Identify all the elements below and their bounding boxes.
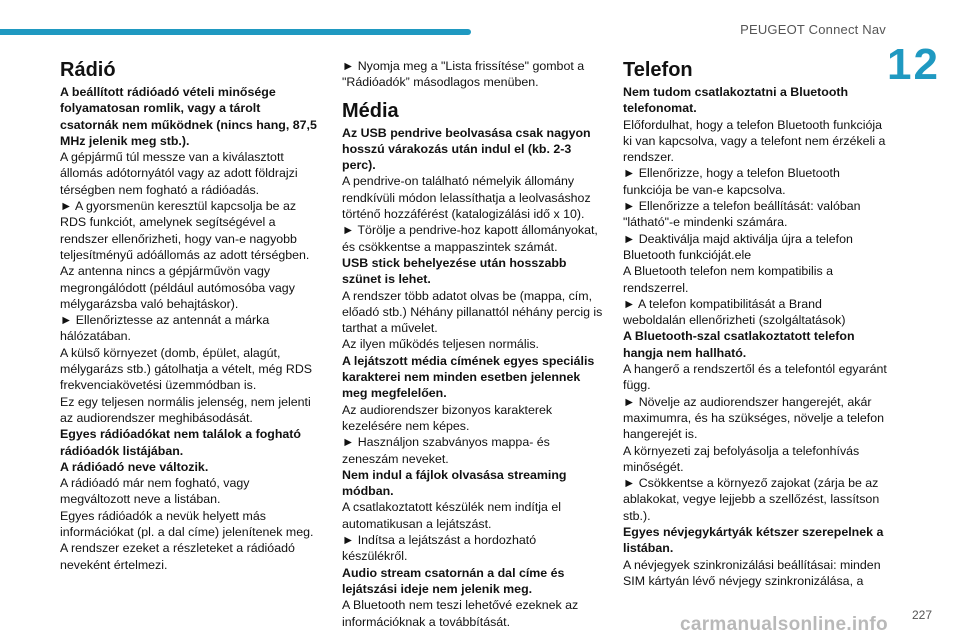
question-heading: A rádióadó neve változik. <box>60 459 209 474</box>
paragraph: ► A telefon kompatibilitását a Brand weboldalán ellenőrizheti (szolgáltatások) <box>623 296 846 328</box>
paragraph: ► A gyorsmenün keresztül kapcsolja be az RDS funkciót, amelynek segítségével a rendszer ellenőrizheti, hogy van-e nagyobb teljesítményű adóállomás az adott térségben. <box>60 199 310 262</box>
chapter-number: 12 <box>887 40 940 89</box>
paragraph: ► Csökkentse a környező zajokat (zárja be az ablakokat, vegye lejjebb a szellőzést, lassítson stb.). <box>623 476 880 523</box>
paragraph: ► Használjon szabványos mappa- és zeneszám neveket. <box>342 435 550 466</box>
paragraph: Az antenna nincs a gépjárművön vagy megrongálódott (például autómosóba vagy mélygarázsba való behajtáskor). <box>60 264 295 311</box>
paragraph: A Bluetooth nem teszi lehetővé ezeknek az információknak a továbbítását. <box>342 598 579 629</box>
paragraph: ► Növelje az audiorendszer hangerejét, akár maximumra, és ha szükséges, növelje a telefon hangerejét is. <box>623 394 885 442</box>
paragraph: ► Nyomja meg a "Lista frissítése" gombot a "Rádióadók” másodlagos menüben. <box>342 59 585 90</box>
paragraph: A pendrive-on található némelyik állomány rendkívüli módon lelassíthatja a leolvasáshoz történő hozzáférést (katalogizálási idő x 10). <box>342 174 591 222</box>
paragraph: A rádióadó már nem fogható, vagy megváltozott neve a listában. <box>60 476 250 507</box>
paragraph: ► Ellenőriztesse az antennát a márka hálózatában. <box>60 313 270 344</box>
page-number: 227 <box>911 608 932 622</box>
paragraph: A környezeti zaj befolyásolja a telefonhívás minőségét. <box>623 443 860 474</box>
question-heading: A Bluetooth-szal csatlakoztatott telefon hangja nem hallható. <box>623 329 855 360</box>
question-heading: Nem indul a fájlok olvasása streaming módban. <box>342 467 567 499</box>
paragraph: ► Ellenőrizze a telefon beállítását: valóban "látható"-e mindenki számára. <box>623 199 861 230</box>
paragraph: A rendszer ezeket a részleteket a rádióadó neveként értelmezi. <box>60 541 295 572</box>
question-heading: Audio stream csatornán a dal címe és lejátszási ideje nem jelenik meg. <box>342 565 565 596</box>
section-heading: Rádió <box>60 59 116 81</box>
paragraph: ► Deaktiválja majd aktiválja újra a telefon Bluetooth funkcióját.ele <box>623 231 853 262</box>
paragraph: Ez egy teljesen normális jelenség, nem jelenti az audiorendszer meghibásodását. <box>60 394 311 425</box>
section-heading: Média <box>342 99 399 122</box>
header-brand: PEUGEOT Connect Nav <box>740 22 886 37</box>
section-heading: Telefon <box>623 59 693 81</box>
question-heading: A beállított rádióadó vételi minősége folyamatosan romlik, vagy a tárolt csatornák nem működnek (nincs hang, 87,5 MHz jelenik meg stb.). <box>60 85 317 148</box>
paragraph: A gépjármű túl messze van a kiválasztott állomás adótornyától vagy az adott földrajzi térségben nem fogható a rádióadás. <box>60 150 298 197</box>
paragraph: A Bluetooth telefon nem kompatibilis a rendszerrel. <box>623 264 834 295</box>
question-heading: USB stick behelyezése után hosszabb szünet is lehet. <box>342 255 567 287</box>
question-heading: Nem tudom csatlakoztatni a Bluetooth telefonomat. <box>623 85 849 116</box>
paragraph: A csatlakoztatott készülék nem indítja el automatikusan a lejátszást. <box>342 500 562 531</box>
paragraph: Az audiorendszer bizonyos karakterek kezelésére nem képes. <box>342 402 553 433</box>
paragraph: A névjegyek szinkronizálási beállításai: minden SIM kártyán lévő névjegy szinkronizálása, a <box>623 557 881 588</box>
paragraph: A rendszer több adatot olvas be (mappa, cím, előadó stb.) Néhány pillanattól néhány percig is tarthat a művelet. <box>342 288 603 336</box>
paragraph: A hangerő a rendszertől és a telefontól egyaránt függ. <box>623 362 887 393</box>
paragraph: ► Ellenőrizze, hogy a telefon Bluetooth funkciója be van-e kapcsolva. <box>623 166 840 197</box>
paragraph: ► Indítsa a lejátszást a hordozható készülékről. <box>342 533 537 564</box>
question-heading: Egyes névjegykártyák kétszer szerepelnek a listában. <box>623 525 884 556</box>
header-accent-bar <box>0 29 471 35</box>
column-radio <box>60 58 322 573</box>
paragraph: Az ilyen működés teljesen normális. <box>342 337 539 352</box>
column-media <box>342 58 604 630</box>
paragraph: Előfordulhat, hogy a telefon Bluetooth funkciója ki van kapcsolva, vagy a telefont nem érzékeli a rendszer. <box>623 117 886 165</box>
question-heading: Az USB pendrive beolvasása csak nagyon hosszú várakozás után indul el (kb. 2-3 perc). <box>342 125 591 173</box>
question-heading: A lejátszott média címének egyes speciális karakterei nem minden esetben jelennek meg megfelelően. <box>342 353 595 401</box>
paragraph: Egyes rádióadók a nevük helyett más információkat (pl. a dal címe) jelenítenek meg. <box>60 508 314 540</box>
question-heading: Egyes rádióadókat nem találok a fogható rádióadók listájában. <box>60 427 301 458</box>
watermark: carmanualsonline.info <box>680 614 888 635</box>
column-phone <box>623 58 888 589</box>
paragraph: A külső környezet (domb, épület, alagút, mélygarázs stb.) gátolhatja a vételt, még RDS frekvenciakövetési üzemmódban is. <box>60 345 313 393</box>
paragraph: ► Törölje a pendrive-hoz kapott állományokat, és csökkentse a mappaszintek számát. <box>342 223 598 254</box>
